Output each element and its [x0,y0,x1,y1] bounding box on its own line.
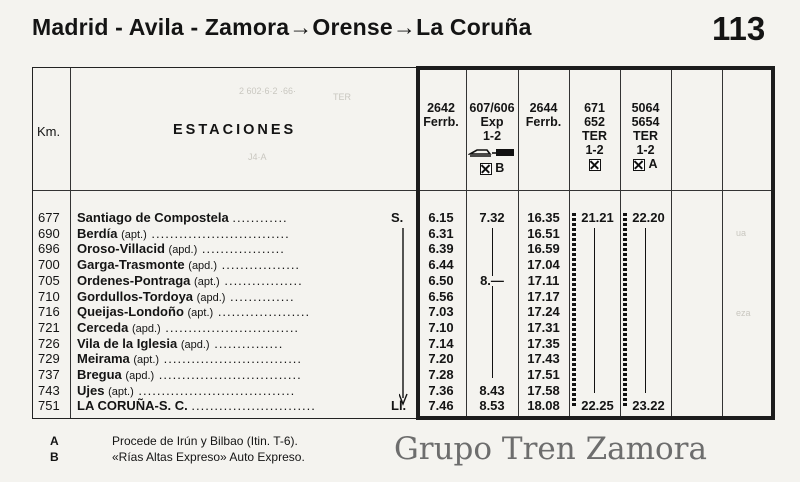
train-time: 7.03 [428,304,454,320]
train-note-ref: B [495,161,505,175]
train-number: 607/606 [469,101,515,115]
train-number: 5064 [631,101,660,115]
station-name: Santiago de Compostela ............ [77,210,288,225]
station-name: Berdía (apt.) .............................. [77,225,290,241]
train-time: 6.44 [428,257,454,273]
train-col-3 [518,101,569,129]
through-run-marker [623,213,627,408]
train-time: 8.53 [479,398,505,414]
station-name: Bregua (apd.) ............................... [77,367,302,382]
km-value: 726 [38,335,60,351]
km-value: 710 [38,288,60,304]
train-time: 6.31 [428,225,454,241]
train-class: 1-2 [585,143,604,157]
train-time: 6.50 [428,272,454,288]
km-value: 696 [38,241,60,257]
km-value: 729 [38,351,60,367]
train-time: 21.21 [581,210,614,225]
train-number: 671 [584,101,605,115]
train-time: 16.51 [527,225,560,241]
train-time: 6.39 [428,241,454,257]
train-class: 1-2 [636,143,655,157]
train-time: 7.46 [428,398,454,414]
direction-arrow [399,228,409,408]
train-time: 7.36 [428,382,454,398]
km-value: 751 [38,398,60,414]
station-flag: S. [391,210,404,225]
train-col-1 [416,101,466,129]
train-col-4 [569,101,620,171]
sleeper-car-icon [480,163,492,175]
train-time: 22.25 [581,398,614,414]
train-time: 17.17 [527,288,560,304]
train-time: 23.22 [632,398,665,414]
train-time: 17.43 [527,351,560,367]
station-name: Ujes (apt.) .................................. [77,382,296,398]
train-time: 7.20 [428,351,454,367]
km-value: 737 [38,367,60,382]
train-time: 17.04 [527,257,560,273]
station-flag: Ll. [391,398,407,414]
train-type: TER [633,129,658,143]
train-col-5 [620,101,671,171]
train-class: 1-2 [482,129,502,143]
km-value: 690 [38,225,60,241]
watermark: Grupo Tren Zamora [394,431,707,467]
station-name: Meirama (apt.) .............................. [77,351,303,367]
station-name: Gordullos-Tordoya (apd.) .............. [77,288,295,304]
page-number: 113 [712,10,766,47]
train-type: Ferrb. [423,115,459,129]
train-type: Ferrb. [525,115,562,129]
train-time: 17.11 [527,272,560,288]
through-run-marker [572,213,576,408]
station-name: Cerceda (apd.) ............................. [77,319,300,335]
train-number-2: 652 [584,115,605,129]
train-time: 22.20 [632,210,665,225]
km-value: 700 [38,257,60,273]
train-time: 17.51 [527,367,560,382]
auto-express-car-icon [466,143,518,161]
train-time: 6.56 [428,288,454,304]
train-type: Exp [480,115,504,129]
train-time: 18.08 [527,398,560,414]
train-number: 2642 [427,101,455,115]
train-time: 6.15 [428,210,454,225]
km-value: 743 [38,382,60,398]
train-time: 8.— [480,272,504,288]
train-time: 7.28 [428,367,454,382]
station-name: Queijas-Londoño (apt.) .................... [77,304,311,320]
station-name: Oroso-Villacid (apd.) .................. [77,241,285,257]
train-time: 8.43 [479,382,505,398]
train-time: 17.31 [527,319,560,335]
train-time: 7.14 [428,335,454,351]
station-name: Garga-Trasmonte (apd.) ................. [77,257,301,273]
train-time: 17.24 [527,304,560,320]
timetable: 2 602·6·2 ·66· TER J4·A ua eza Km. ESTACIONES 2642 Ferrb. 607/606 Exp 1-2 B 2644 Ferrb. 671 652 TER 1-2 5064 5654 TER 1-2 A 677 Santiago de Compostela ............ S. 6.15 7.32 16.35 21.21 22.20 690 Berdía (apt.) .............................. 6.31 16.51 696 Oroso-Villacid (apd.) .................. 6.39 16.59 700 Garga-Trasmonte (apd.) ................. 6.44 17.04 705 Ordenes-Pontraga (apt.) ................. 6.50 8.— 17.11 710 Gordullos-Tordoya (apd.) .............. 6.56 17.17 716 Queijas-Londoño (apt.) .................... 7.03 17.24 721 Cerceda (apd.) ............................. 7.10 17.31 726 Vila de la Iglesia (apd.) ............... 7.14 17.35 729 Meirama (apt.) .............................. 7.20 17.43 737 Bregua (apd.) ............................... 7.28 17.51 743 Ujes (apt.) .................................. 7.36 8.43 17.58 751 LA CORUÑA-S. C. ........................... Ll. 7.46 8.53 18.08 22.25 23.22 [32,67,775,419]
km-value: 721 [38,319,60,335]
stations-header: ESTACIONES [173,122,297,138]
train-note-ref: A [648,157,658,171]
km-value: 677 [38,210,60,225]
restaurant-service-icon [633,159,645,171]
train-time: 17.35 [527,335,560,351]
page-title: Madrid - Avila - Zamora→Orense→La Coruña [32,14,532,40]
train-type: TER [582,129,607,143]
train-time: 16.59 [527,241,560,257]
station-name: Vila de la Iglesia (apd.) ............... [77,335,284,351]
km-value: 716 [38,304,60,320]
table-row [33,210,776,226]
km-header: Km. [37,124,61,139]
train-time: 17.58 [527,382,560,398]
km-value: 705 [38,272,60,288]
restaurant-service-icon [589,159,601,171]
station-name: Ordenes-Pontraga (apt.) ................. [77,272,303,288]
train-number-2: 5654 [631,115,660,129]
train-time: 7.10 [428,319,454,335]
train-number: 2644 [529,101,558,115]
train-time: 16.35 [527,210,560,225]
train-time: 7.32 [479,210,505,225]
train-col-2 [466,101,518,175]
station-name: LA CORUÑA-S. C. ........................... [77,398,316,414]
